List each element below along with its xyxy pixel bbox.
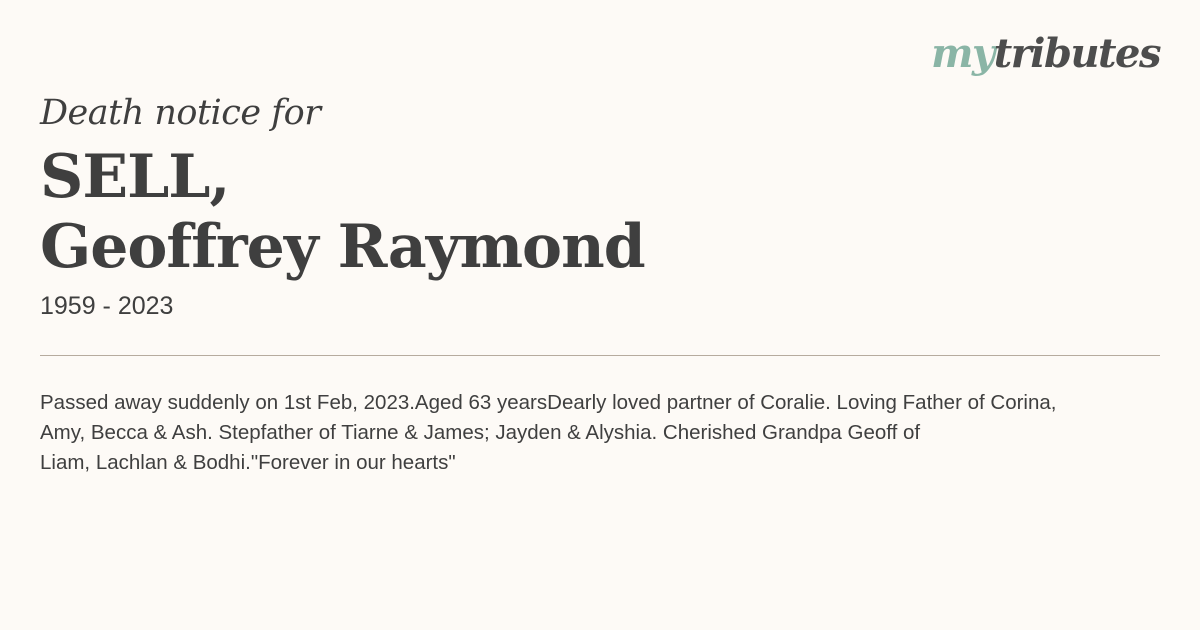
given-names: Geoffrey Raymond xyxy=(40,212,645,282)
notice-line: Liam, Lachlan & Bodhi."Forever in our hearts" xyxy=(40,451,456,474)
deceased-name xyxy=(40,142,645,282)
notice-text xyxy=(40,388,1150,478)
mytributes-logo[interactable] xyxy=(931,30,1160,77)
divider xyxy=(40,355,1160,356)
logo-tributes-text: tributes xyxy=(993,30,1160,77)
logo-my-text: my xyxy=(931,30,994,77)
life-years: 1959 - 2023 xyxy=(40,292,174,320)
notice-line: Passed away suddenly on 1st Feb, 2023.Aged 63 yearsDearly loved partner of Coralie. Loving Father of Corina, xyxy=(40,391,1057,414)
surname: SELL, xyxy=(40,142,230,212)
page-subtitle: Death notice for xyxy=(40,93,321,133)
notice-line: Amy, Becca & Ash. Stepfather of Tiarne & James; Jayden & Alyshia. Cherished Grandpa Geoff of xyxy=(40,421,921,444)
